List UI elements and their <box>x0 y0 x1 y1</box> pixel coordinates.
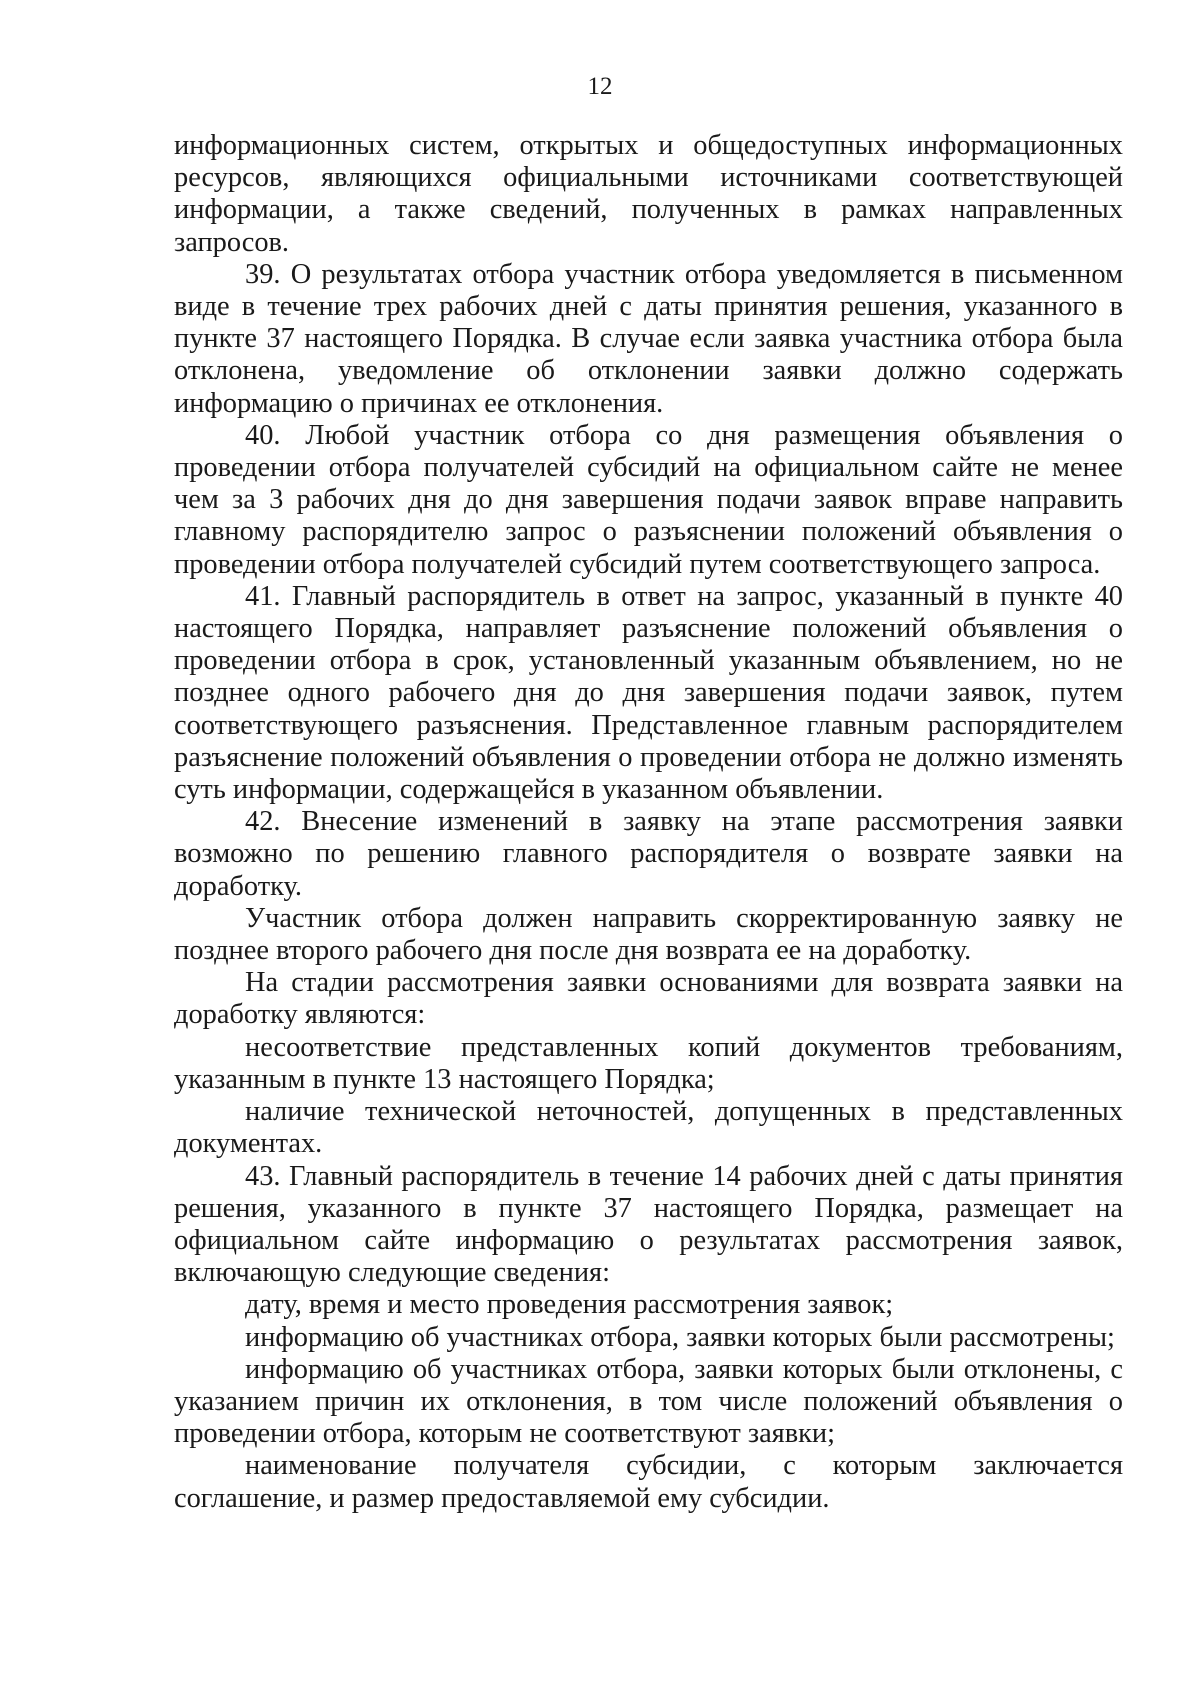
paragraph-info-reviewed: информацию об участниках отбора, заявки которых были рассмотрены; <box>245 1321 1115 1353</box>
paragraph-clause-42: 42. Внесение изменений в заявку на этапе рассмотрения заявки возможно по решению главного распорядителя о возврате заявки на доработку. <box>174 806 1123 902</box>
paragraph-info-recipient: наименование получателя субсидии, с которым заключается соглашение, и размер предоставляемой ему субсидии. <box>174 1450 1123 1514</box>
paragraph-clause-41: 41. Главный распорядитель в ответ на запрос, указанный в пункте 40 настоящего Порядка, направляет разъяснение положений объявления о проведении отбора в срок, установленный указанным объявлением, но не позднее одного рабочего дня до дня завершения подачи заявок, путем соответствующего разъяснения. Представленное главным распорядителем разъяснение положений объявления о проведении отбора не должно изменять суть информации, содержащейся в указанном объявлении. <box>174 580 1123 806</box>
paragraph-clause-40: 40. Любой участник отбора со дня размещения объявления о проведении отбора получателей субсидий на официальном сайте не менее чем за 3 рабочих дня до дня завершения подачи заявок вправе направить главному распорядителю запрос о разъяснении положений объявления о проведении отбора получателей субсидий путем соответствующего запроса. <box>174 419 1123 580</box>
paragraph-clause-42-grounds: На стадии рассмотрения заявки основаниями для возврата заявки на доработку являются: <box>174 967 1123 1031</box>
paragraph-info-rejected: информацию об участниках отбора, заявки которых были отклонены, с указанием причин их отклонения, в том числе положений объявления о проведении отбора, которым не соответствуют заявки; <box>174 1353 1123 1450</box>
paragraph-continuation: информационных систем, открытых и общедоступных информационных ресурсов, являющихся официальными источниками соответствующей информации, а также сведений, полученных в рамках направленных запросов. <box>174 130 1123 258</box>
paragraph-ground-mismatch: несоответствие представленных копий документов требованиям, указанным в пункте 13 настоящего Порядка; <box>174 1031 1123 1095</box>
paragraph-ground-inaccuracy: наличие технической неточностей, допущенных в представленных документах. <box>174 1096 1123 1160</box>
paragraph-info-date-time: дату, время и место проведения рассмотрения заявок; <box>245 1289 894 1321</box>
paragraph-clause-39: 39. О результатах отбора участник отбора уведомляется в письменном виде в течение трех рабочих дней с даты принятия решения, указанного в пункте 37 настоящего Порядка. В случае если заявка участника отбора была отклонена, уведомление об отклонении заявки должно содержать информацию о причинах ее отклонения. <box>174 258 1123 419</box>
paragraph-clause-43: 43. Главный распорядитель в течение 14 рабочих дней с даты принятия решения, указанного в пункте 37 настоящего Порядка, размещает на официальном сайте информацию о результатах рассмотрения заявок, включающую следующие сведения: <box>174 1160 1123 1289</box>
document-body <box>174 130 1123 1515</box>
page-number: 12 <box>587 73 613 100</box>
paragraph-clause-42-resubmit: Участник отбора должен направить скорректированную заявку не позднее второго рабочего дня после дня возврата ее на доработку. <box>174 902 1123 967</box>
